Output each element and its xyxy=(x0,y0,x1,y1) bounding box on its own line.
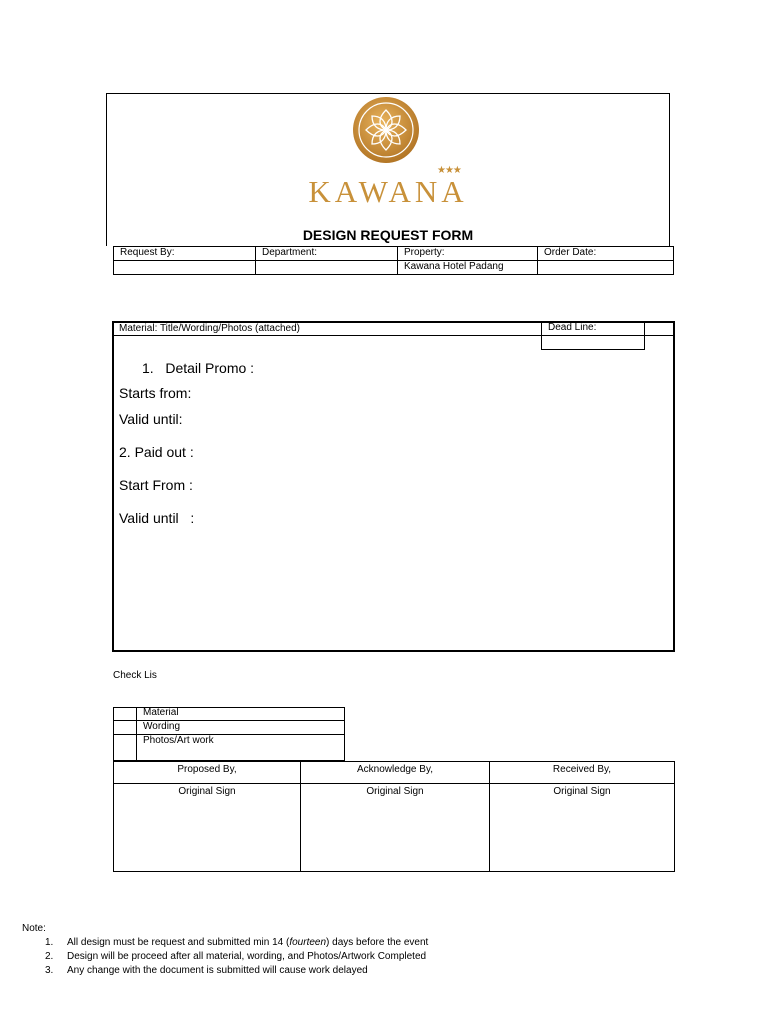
starts-from-line: Starts from: xyxy=(119,385,192,401)
request-by-field[interactable] xyxy=(113,260,256,275)
request-by-label: Request By: xyxy=(113,246,256,261)
acknowledge-by-header: Acknowledge By, xyxy=(357,764,433,775)
valid-until-line-2: Valid until : xyxy=(119,510,195,526)
material-label: Material: Title/Wording/Photos (attached) xyxy=(119,323,301,334)
proposed-by-sign-area[interactable]: Original Sign xyxy=(178,786,236,797)
start-from-line: Start From : xyxy=(119,477,193,493)
acknowledge-by-sign-area[interactable]: Original Sign xyxy=(366,786,424,797)
material-header-rule xyxy=(112,335,542,336)
checklist-item-material: Material xyxy=(143,707,179,718)
checklist-item-photos: Photos/Art work xyxy=(143,735,214,746)
signature-table xyxy=(113,761,675,872)
form-title: DESIGN REQUEST FORM xyxy=(302,227,474,243)
property-field[interactable]: Kawana Hotel Padang xyxy=(397,260,538,275)
detail-promo-line: 1. Detail Promo : xyxy=(142,360,255,376)
brand-name: KAWANA xyxy=(308,174,468,209)
note-number: 1. xyxy=(45,937,54,948)
notes-title: Note: xyxy=(22,923,46,934)
brand-stars: ★★★ xyxy=(437,165,461,176)
kawana-logo-emblem xyxy=(352,96,420,164)
checklist-item-wording: Wording xyxy=(143,721,181,732)
note-item-1: 1. All design must be request and submitted min 14 (fourteen) days before the event xyxy=(45,937,429,948)
paid-out-line: 2. Paid out : xyxy=(119,444,194,460)
dead-line-side-rule xyxy=(644,335,675,336)
note-item-3: 3. Any change with the document is submitted will cause work delayed xyxy=(45,965,368,976)
department-field[interactable] xyxy=(255,260,398,275)
note-item-2: 2. Design will be proceed after all material, wording, and Photos/Artwork Completed xyxy=(45,951,427,962)
received-by-sign-area[interactable]: Original Sign xyxy=(553,786,611,797)
checklist-checkbox-photos[interactable] xyxy=(114,735,136,760)
note-number: 3. xyxy=(45,965,54,976)
received-by-header: Received By, xyxy=(552,764,612,775)
order-date-field[interactable] xyxy=(537,260,674,275)
order-date-label: Order Date: xyxy=(537,246,674,261)
checklist-checkbox-material[interactable] xyxy=(114,708,136,720)
dead-line-label: Dead Line: xyxy=(541,321,645,336)
note-number: 2. xyxy=(45,951,54,962)
checklist-table xyxy=(113,707,345,761)
valid-until-line-1: Valid until: xyxy=(119,411,183,427)
checklist-checkbox-wording[interactable] xyxy=(114,721,136,734)
property-label: Property: xyxy=(397,246,538,261)
proposed-by-header: Proposed By, xyxy=(177,764,237,775)
dead-line-field[interactable] xyxy=(541,335,645,350)
checklist-title: Check Lis xyxy=(113,670,157,681)
department-label: Department: xyxy=(255,246,398,261)
